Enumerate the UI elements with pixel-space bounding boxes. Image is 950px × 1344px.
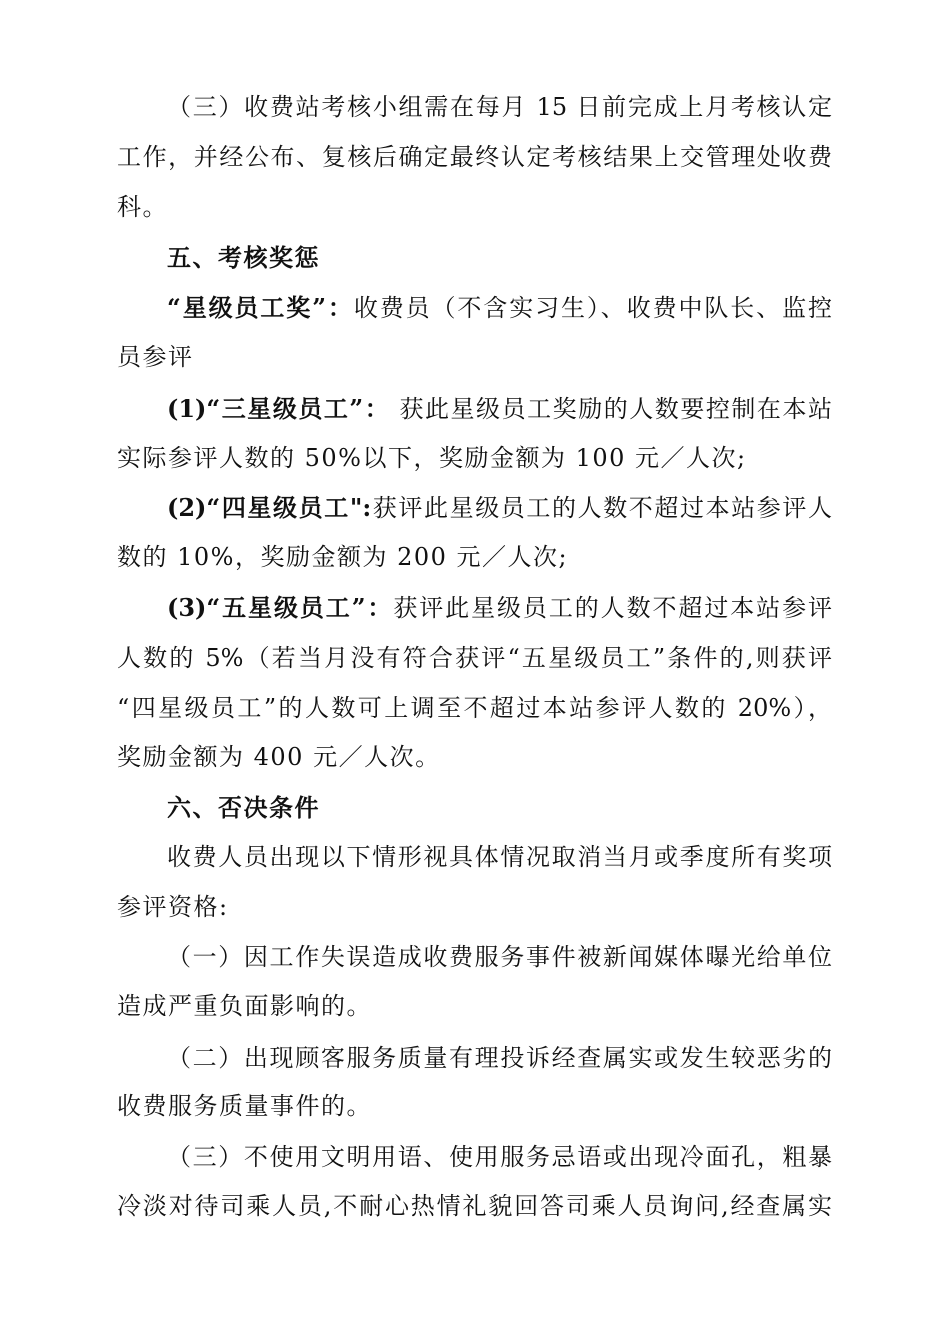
line-text: 冷淡对待司乘人员,不耐心热情礼貌回答司乘人员询问,经查属实 <box>117 1192 832 1220</box>
line-text: （三）不使用文明用语、使用服务忌语或出现冷面孔，粗暴 <box>167 1143 832 1171</box>
line-text: “四星级员工”的人数可上调至不超过本站参评人数的 20%）， <box>117 694 832 722</box>
line-text: 获评此星级员工的人数不超过本站参评 <box>393 594 832 622</box>
paragraph-line <box>117 532 568 582</box>
paragraph-line <box>117 633 832 683</box>
line-text: 数的 10%，奖励金额为 200 元／人次; <box>117 543 569 571</box>
paragraph-line <box>167 583 832 633</box>
line-text: 收费人员出现以下情形视具体情况取消当月或季度所有奖项 <box>167 843 832 871</box>
bold-lead: (2)“四星级员工": <box>167 493 372 522</box>
line-text: 收费员（不含实习生）、收费中队长、监控 <box>353 294 832 322</box>
paragraph-line <box>167 82 832 132</box>
section-heading-rewards <box>167 233 320 283</box>
paragraph-line <box>117 132 832 182</box>
heading-text: 六、否决条件 <box>167 793 320 822</box>
paragraph-line <box>167 832 832 882</box>
heading-text: 五、考核奖惩 <box>167 243 320 272</box>
paragraph-line <box>117 1181 832 1231</box>
paragraph-line <box>117 683 832 733</box>
paragraph-line <box>167 1132 832 1182</box>
line-text: 获评此星级员工的人数不超过本站参评人 <box>371 494 832 522</box>
paragraph-line <box>117 182 168 232</box>
line-text: 收费服务质量事件的。 <box>117 1092 372 1120</box>
line-text: （一）因工作失误造成收费服务事件被新闻媒体曝光给单位 <box>167 943 832 971</box>
line-text: 人数的 5%（若当月没有符合获评“五星级员工”条件的,则获评 <box>117 644 832 672</box>
paragraph-line <box>117 981 372 1031</box>
bold-lead: (3)“五星级员工”： <box>167 593 394 622</box>
line-text: 获此星级员工奖励的人数要控制在本站 <box>390 395 832 423</box>
line-text: 工作，并经公布、复核后确定最终认定考核结果上交管理处收费 <box>117 143 832 171</box>
paragraph-line <box>167 483 832 533</box>
bold-lead: “星级员工奖”： <box>167 293 354 322</box>
paragraph-line <box>117 732 441 782</box>
line-text: 造成严重负面影响的。 <box>117 992 372 1020</box>
paragraph-line <box>167 384 832 434</box>
paragraph-line <box>117 1081 372 1131</box>
section-heading-veto <box>167 783 320 833</box>
line-text: （二）出现顾客服务质量有理投诉经查属实或发生较恶劣的 <box>167 1044 832 1072</box>
line-text: 实际参评人数的 50%以下，奖励金额为 100 元／人次; <box>117 444 747 472</box>
bold-lead: (1)“三星级员工”： <box>167 394 391 423</box>
line-text: 奖励金额为 400 元／人次。 <box>117 743 441 771</box>
paragraph-line <box>117 433 747 483</box>
paragraph-line <box>167 932 832 982</box>
paragraph-line <box>167 283 832 333</box>
paragraph-line <box>117 882 229 932</box>
paragraph-line <box>167 1033 832 1083</box>
paragraph-line <box>117 332 194 382</box>
line-text: （三）收费站考核小组需在每月 15 日前完成上月考核认定 <box>167 93 832 121</box>
line-text: 参评资格: <box>117 893 229 921</box>
line-text: 员参评 <box>117 343 194 371</box>
line-text: 科。 <box>117 193 168 221</box>
